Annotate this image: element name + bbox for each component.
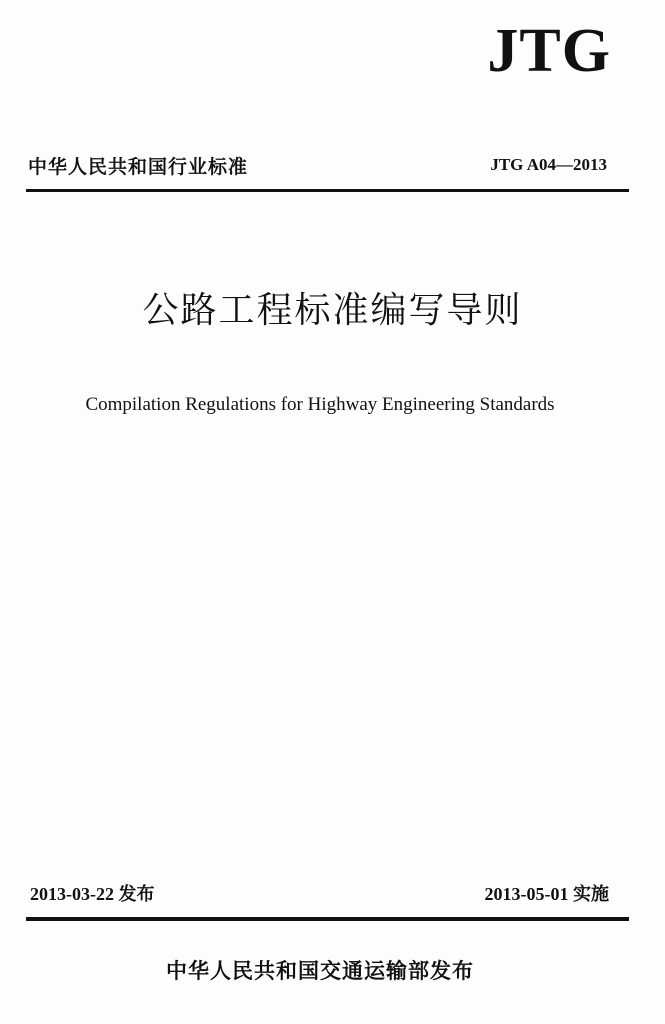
top-divider xyxy=(26,189,629,192)
jtg-logo: JTG xyxy=(487,17,611,85)
bottom-divider xyxy=(26,917,629,921)
standard-code: JTG A04—2013 xyxy=(490,155,607,174)
issue-date: 2013-03-22 发布 xyxy=(30,884,155,904)
document-title-english: Compilation Regulations for Highway Engineering Standards xyxy=(85,394,555,415)
effective-date: 2013-05-01 实施 xyxy=(484,884,609,904)
standard-category: 中华人民共和国行业标准 xyxy=(28,156,249,178)
publisher: 中华人民共和国交通运输部发布 xyxy=(166,959,474,983)
document-title-chinese: 公路工程标准编写导则 xyxy=(142,290,523,331)
